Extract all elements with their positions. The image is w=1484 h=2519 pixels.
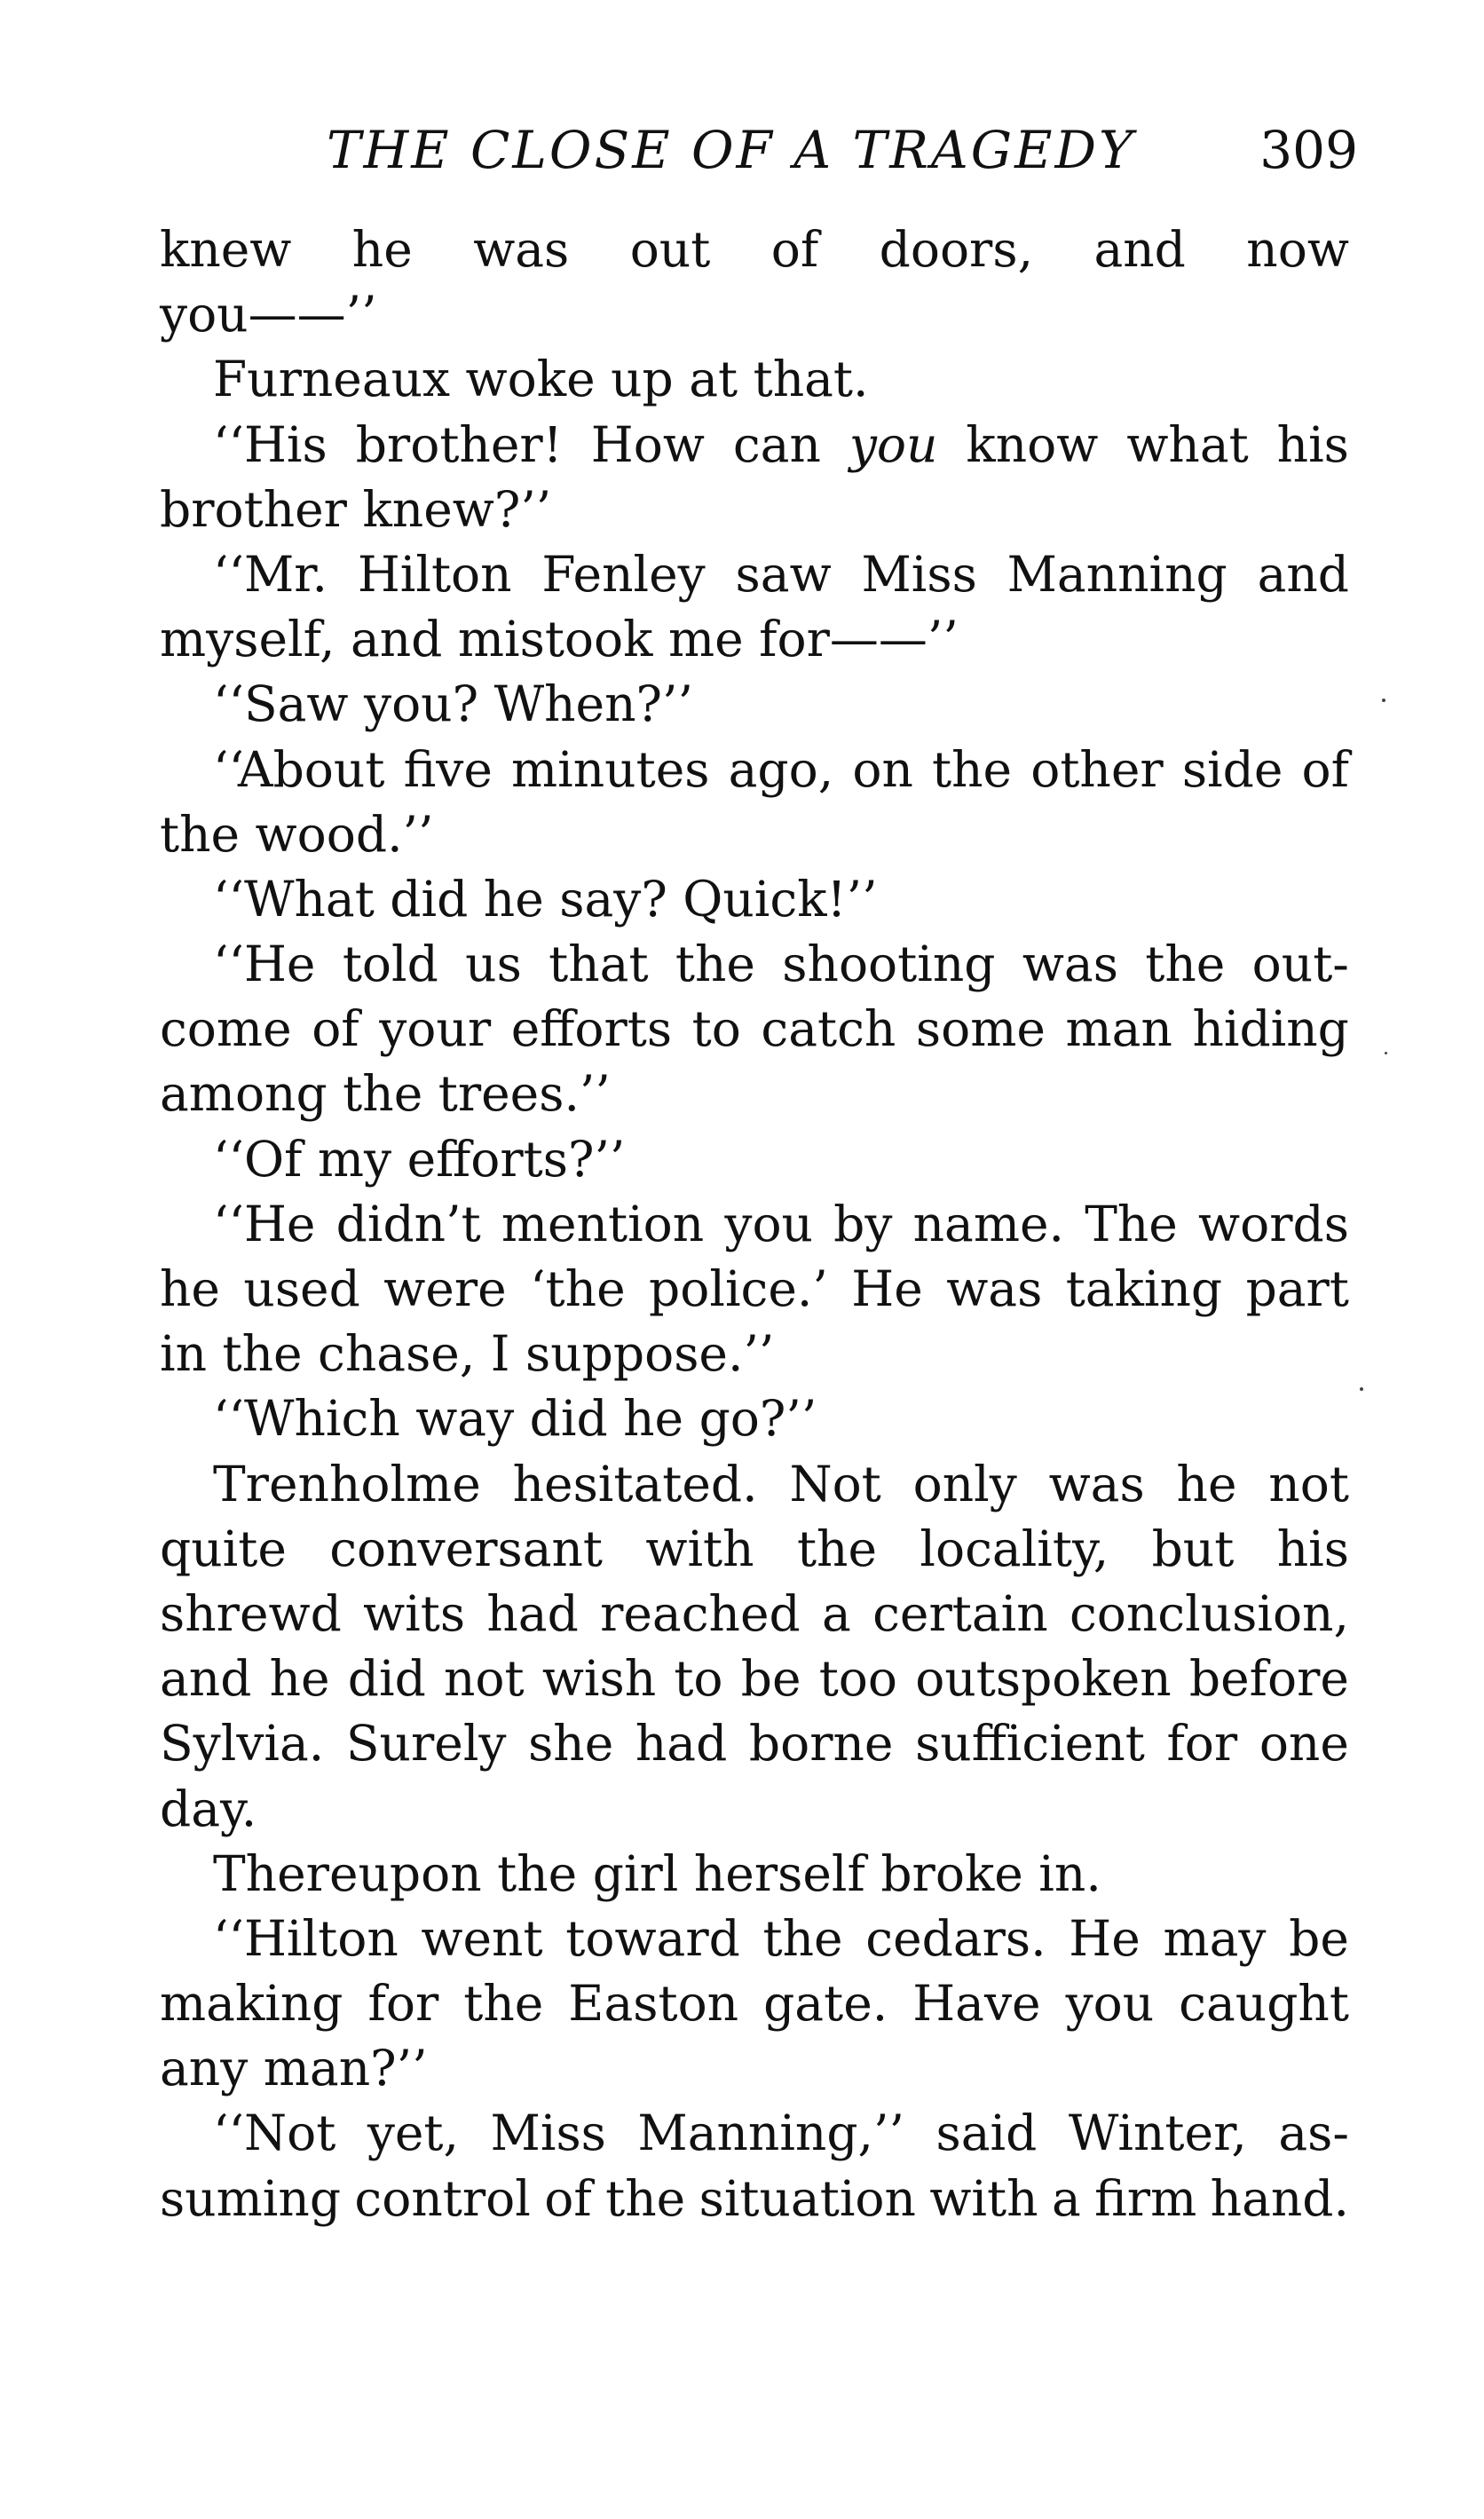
word: of — [544, 2169, 592, 2227]
word: taking — [1065, 1260, 1223, 1317]
word: and — [1257, 545, 1349, 603]
word: minutes — [511, 740, 710, 798]
word: too — [818, 1650, 898, 1708]
word: but — [1151, 1520, 1235, 1577]
word: Have — [912, 1975, 1041, 2033]
word: only — [912, 1455, 1017, 1512]
text-line — [160, 217, 1349, 282]
word: you — [1065, 1975, 1155, 2033]
word: a — [822, 1584, 851, 1642]
word: ‘the — [530, 1260, 626, 1317]
word: ‘‘About — [213, 740, 385, 798]
word: other — [1030, 740, 1164, 798]
word: police.’ — [649, 1260, 828, 1317]
word: saw — [735, 545, 832, 603]
word: control — [354, 2169, 531, 2227]
word: suming — [160, 2169, 342, 2227]
page-header — [160, 120, 1358, 191]
word: was — [1022, 936, 1118, 993]
word: He — [851, 1260, 923, 1317]
word: of — [312, 1000, 359, 1058]
word: you — [724, 1195, 813, 1252]
scan-speck — [1385, 1052, 1387, 1054]
word: The — [1085, 1195, 1178, 1252]
word: Hilton — [357, 545, 512, 603]
word: he — [1176, 1455, 1237, 1512]
word: Easton — [568, 1975, 739, 2033]
word: had — [486, 1584, 579, 1642]
text-line — [160, 932, 1349, 997]
word: went — [421, 1909, 543, 1967]
word: by — [833, 1195, 893, 1252]
word: had — [635, 1715, 728, 1773]
word: with — [929, 2169, 1038, 2227]
word: wish — [541, 1650, 657, 1708]
word: man — [1065, 1000, 1172, 1058]
text-line — [160, 1257, 1349, 1322]
word: hesitated. — [512, 1455, 758, 1512]
word: told — [342, 936, 438, 993]
word: yet, — [367, 2104, 460, 2162]
word: some — [915, 1000, 1046, 1058]
word: may — [1163, 1909, 1267, 1967]
word: knew — [160, 221, 292, 278]
word: the — [762, 1909, 843, 1967]
word: Not — [789, 1455, 881, 1512]
word: that — [549, 936, 649, 993]
word: for — [367, 1975, 439, 2033]
text-line — [160, 1452, 1349, 1517]
word: the — [1145, 936, 1226, 993]
text-line — [160, 1517, 1349, 1582]
word: was — [946, 1260, 1043, 1317]
word: did — [347, 1650, 426, 1708]
word: can — [732, 415, 821, 473]
word: five — [403, 740, 493, 798]
word: he — [269, 1650, 330, 1708]
text-line: day. — [160, 1780, 257, 1837]
text-line: Thereupon the girl herself broke in. — [213, 1844, 1101, 1902]
word: out- — [1251, 936, 1349, 993]
word: Surely — [345, 1715, 507, 1773]
word: conclusion, — [1069, 1584, 1349, 1642]
text-line — [160, 1711, 1349, 1776]
word: didn’t — [335, 1195, 481, 1252]
word: she — [528, 1715, 614, 1773]
word: of — [1301, 740, 1349, 798]
word: you — [849, 415, 938, 473]
word: making — [160, 1975, 343, 2033]
text-line: ‘‘Saw you? When?’’ — [213, 675, 693, 733]
text-line: the wood.’’ — [160, 805, 434, 863]
text-line: among the trees.’’ — [160, 1065, 611, 1123]
word: of — [770, 221, 819, 278]
text-line — [160, 2167, 1349, 2231]
word: reached — [600, 1584, 801, 1642]
word: said — [935, 2104, 1038, 2162]
word: he — [351, 221, 413, 278]
word: conversant — [329, 1520, 604, 1577]
word: hand. — [1210, 2169, 1349, 2227]
word: come — [160, 1000, 292, 1058]
word: part — [1245, 1260, 1349, 1317]
word: he — [160, 1260, 220, 1317]
word: outspoken — [915, 1650, 1172, 1708]
word: not — [443, 1650, 525, 1708]
word: firm — [1094, 2169, 1197, 2227]
text-line: in the chase, I suppose.’’ — [160, 1325, 775, 1383]
word: Sylvia. — [160, 1715, 325, 1773]
word: on — [852, 740, 913, 798]
text-line: ‘‘What did he say? Quick!’’ — [213, 870, 878, 928]
word: ‘‘Mr. — [213, 545, 328, 603]
word: his — [1276, 1520, 1349, 1577]
text-line: myself, and mistook me for——’’ — [160, 611, 959, 668]
word: Trenholme — [213, 1455, 481, 1512]
word: Miss — [490, 2104, 606, 2162]
word: be — [740, 1650, 801, 1708]
word: out — [629, 221, 711, 278]
text-line — [160, 413, 1349, 478]
word: was — [1048, 1455, 1145, 1512]
word: hiding — [1192, 1000, 1349, 1058]
scan-speck — [1360, 1387, 1363, 1391]
word: doors, — [879, 221, 1034, 278]
word: quite — [160, 1520, 287, 1577]
word: for — [1166, 1715, 1238, 1773]
word: mention — [501, 1195, 705, 1252]
word: and — [1093, 221, 1186, 278]
word: efforts — [510, 1000, 673, 1058]
word: what — [1126, 415, 1249, 473]
word: were — [383, 1260, 507, 1317]
word: before — [1188, 1650, 1349, 1708]
word: He — [1069, 1909, 1141, 1967]
word: to — [691, 1000, 741, 1058]
word: gate. — [763, 1975, 888, 2033]
word: was — [473, 221, 570, 278]
word: How — [590, 415, 705, 473]
word: Miss — [861, 545, 977, 603]
word: situation — [699, 2169, 916, 2227]
word: wits — [363, 1584, 466, 1642]
word: your — [379, 1000, 492, 1058]
word: brother! — [355, 415, 563, 473]
text-line: any man?’’ — [160, 2040, 428, 2097]
word: and — [160, 1650, 252, 1708]
word: side — [1181, 740, 1283, 798]
word: ‘‘He — [213, 1195, 316, 1252]
word: as- — [1278, 2104, 1349, 2162]
word: ago, — [728, 740, 834, 798]
text-line — [160, 1907, 1349, 1971]
text-line — [160, 997, 1349, 1062]
word: now — [1246, 221, 1349, 278]
word: one — [1259, 1715, 1349, 1773]
word: the — [932, 740, 1013, 798]
word: a — [1051, 2169, 1081, 2227]
word: ‘‘He — [213, 936, 316, 993]
word: words — [1198, 1195, 1349, 1252]
word: borne — [748, 1715, 894, 1773]
word: catch — [761, 1000, 896, 1058]
text-line: Furneaux woke up at that. — [213, 351, 869, 408]
word: used — [243, 1260, 360, 1317]
word: Fenley — [541, 545, 706, 603]
text-line — [160, 542, 1349, 607]
word: with — [645, 1520, 754, 1577]
word: toward — [565, 1909, 740, 1967]
word: name. — [912, 1195, 1065, 1252]
word: the — [796, 1520, 878, 1577]
word: know — [966, 415, 1099, 473]
word: the — [463, 1975, 544, 2033]
text-line: you——’’ — [160, 286, 377, 344]
word: ‘‘Hilton — [213, 1909, 399, 1967]
word: Manning,’’ — [637, 2104, 905, 2162]
text-line: brother knew?’’ — [160, 480, 552, 538]
word: locality, — [920, 1520, 1109, 1577]
word: shrewd — [160, 1584, 342, 1642]
word: the — [675, 936, 755, 993]
text-line: ‘‘Which way did he go?’’ — [213, 1390, 817, 1448]
text-line — [160, 1646, 1349, 1711]
word: to — [674, 1650, 723, 1708]
text-line — [160, 738, 1349, 802]
running-title: THE CLOSE OF A TRAGEDY — [327, 120, 1136, 180]
word: his — [1276, 415, 1349, 473]
word: Winter, — [1068, 2104, 1247, 2162]
page-number: 309 — [1259, 120, 1358, 180]
word: sufficient — [915, 1715, 1145, 1773]
word: cedars. — [865, 1909, 1046, 1967]
word: caught — [1179, 1975, 1349, 2033]
word: shooting — [782, 936, 996, 993]
word: Manning — [1006, 545, 1227, 603]
word: us — [465, 936, 522, 993]
word: the — [605, 2169, 686, 2227]
text-line — [160, 1582, 1349, 1646]
word: certain — [872, 1584, 1048, 1642]
word: ‘‘His — [213, 415, 328, 473]
text-line: ‘‘Of my efforts?’’ — [213, 1130, 626, 1188]
scan-speck — [1382, 699, 1385, 702]
body-text — [160, 217, 1349, 2231]
text-line — [160, 2101, 1349, 2166]
text-line — [160, 1971, 1349, 2036]
word: not — [1268, 1455, 1349, 1512]
word: be — [1289, 1909, 1349, 1967]
text-line — [160, 1192, 1349, 1257]
word: ‘‘Not — [213, 2104, 336, 2162]
